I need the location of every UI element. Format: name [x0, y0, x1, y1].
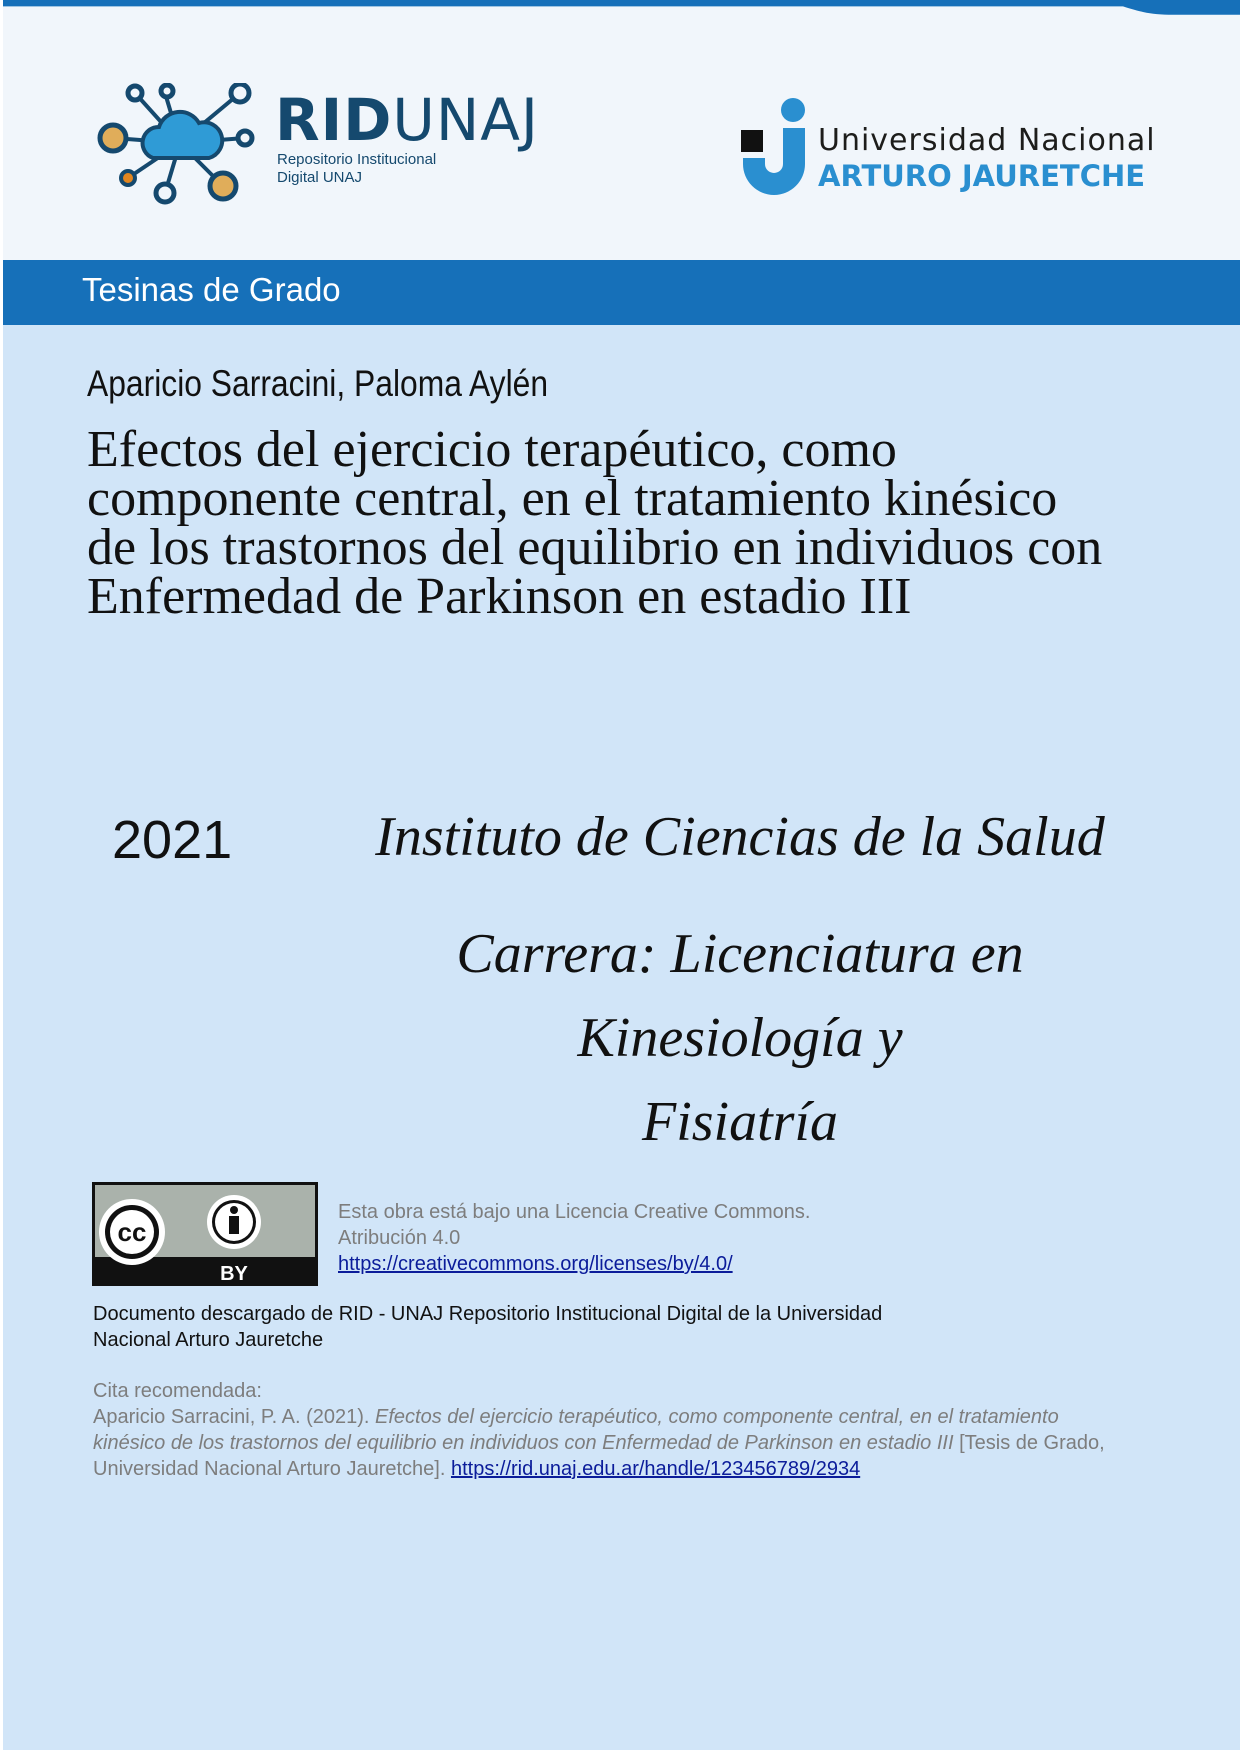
rid-wordmark: RIDUNAJ	[275, 86, 540, 154]
title-line: Enfermedad de Parkinson en estadio III	[87, 568, 912, 625]
citation-link[interactable]: https://rid.unaj.edu.ar/handle/123456789/2934	[450, 1458, 861, 1480]
unaj-j-icon	[741, 98, 809, 198]
by-label: BY	[220, 1263, 248, 1285]
publication-year: 2021	[112, 810, 233, 870]
institute-name: Instituto de Ciencias de la Salud	[375, 806, 1105, 868]
unaj-name-line1: Universidad Nacional	[818, 123, 1156, 158]
header	[3, 0, 1240, 260]
title-line: componente central, en el tratamiento kinésico	[87, 470, 1058, 527]
title-line: de los trastornos del equilibrio en individuos con	[87, 519, 1103, 576]
unaj-name-line2: ARTURO JAURETCHE	[818, 159, 1146, 193]
download-notice: Documento descargado de RID - UNAJ Repositorio Institucional Digital de la Universidad Nacional Arturo Jauretche	[93, 1303, 883, 1351]
section-label: Tesinas de Grado	[82, 271, 341, 308]
rid-subtitle: Repositorio Institucional Digital UNAJ	[277, 151, 437, 186]
citation-body: Aparicio Sarracini, P. A. (2021). Efectos del ejercicio terapéutico, como componente central, en el tratamiento kinésico de los trastornos del equilibrio en individuos con Enfermedad de Parkinson en estadio III [Tesis de Grado, Universidad Nacional Arturo Jauretche]. https://rid.unaj.edu.ar/handle/123456789/2934	[93, 1406, 1105, 1480]
career-name: Carrera: Licenciatura en Kinesiología y Fisiatría	[456, 923, 1024, 1153]
author-name: Aparicio Sarracini, Paloma Aylén	[87, 363, 549, 404]
license-text: Esta obra está bajo una Licencia Creative Commons. Atribución 4.0 https://creativecommons.org/licenses/by/4.0/	[338, 1201, 811, 1275]
document-title	[87, 421, 1237, 625]
header-top-bar	[3, 0, 1240, 16]
cloud-network-icon	[95, 83, 265, 208]
citation-block	[93, 1378, 1133, 1482]
cc-glyph: cc	[117, 1217, 147, 1247]
title-line: Efectos del ejercicio terapéutico, como	[87, 421, 897, 478]
citation-heading: Cita recomendada:	[93, 1380, 262, 1402]
cc-by-badge	[92, 1182, 318, 1286]
license-link[interactable]: https://creativecommons.org/licenses/by/4.0/	[338, 1253, 733, 1275]
